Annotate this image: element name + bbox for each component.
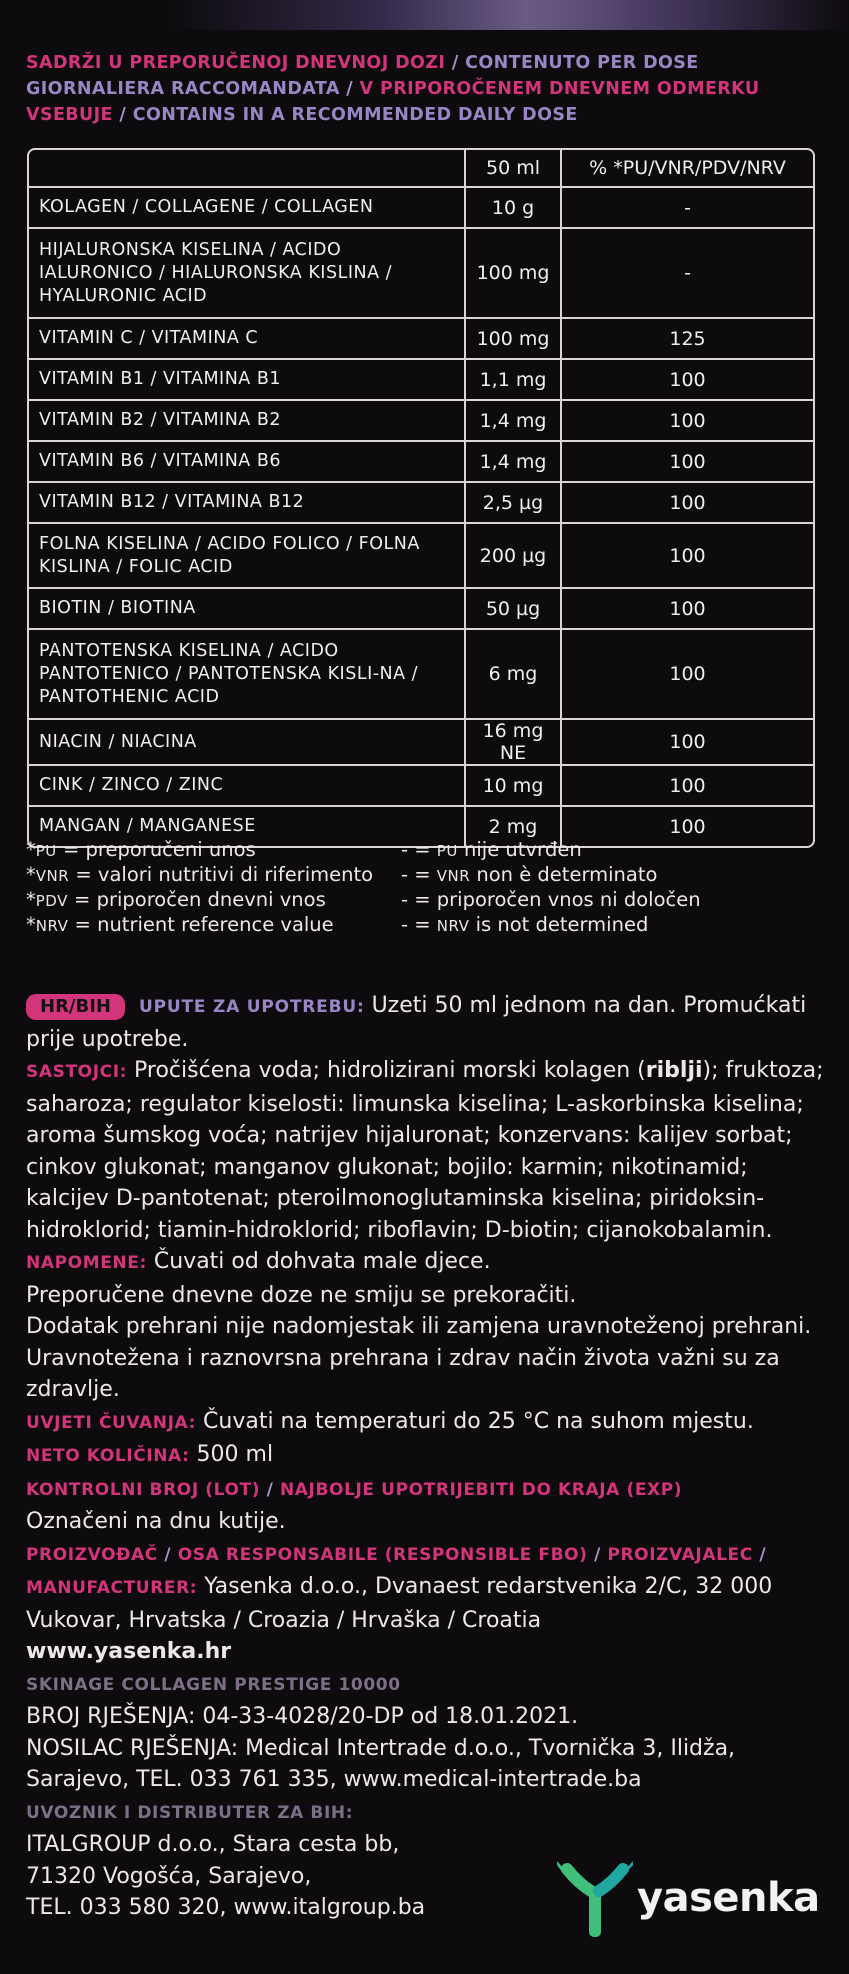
table-row — [29, 630, 813, 720]
nutrient-percent: 100 — [562, 442, 813, 483]
nutrient-amount: 100 mg — [466, 319, 562, 360]
header-empty-cell — [29, 150, 466, 188]
importer-line: 71320 Vogošća, Sarajevo, — [26, 1863, 312, 1889]
usage-paragraph: HR/BIH UPUTE ZA UPOTREBU: Uzeti 50 ml jednom na dan. Promućkati prije upotrebe. — [26, 993, 807, 1052]
table-footnotes — [26, 838, 826, 938]
nutrient-amount: 1,4 mg — [466, 442, 562, 483]
nutrient-percent: - — [562, 188, 813, 229]
nutrient-percent: 100 — [562, 720, 813, 766]
nutrient-percent: 100 — [562, 483, 813, 524]
notes-line: Dodatak prehrani nije nadomjestak ili zamjena uravnoteženoj prehrani. — [26, 1314, 812, 1339]
table-row — [29, 766, 813, 807]
nutrition-table — [27, 148, 815, 848]
nutrient-amount: 1,4 mg — [466, 401, 562, 442]
nutrient-name: VITAMIN B6 / VITAMINA B6 — [29, 442, 466, 483]
product-name: SKINAGE COLLAGEN PRESTIGE 10000 — [26, 1674, 401, 1695]
nutrient-percent: 100 — [562, 401, 813, 442]
table-header-row — [29, 150, 813, 188]
nutrient-name: VITAMIN B1 / VITAMINA B1 — [29, 360, 466, 401]
nutrient-amount: 200 µg — [466, 524, 562, 589]
table-row — [29, 589, 813, 630]
nutrient-amount: 10 mg — [466, 766, 562, 807]
table-row — [29, 524, 813, 589]
footnote-vnr: *VNR = valori nutritivi di riferimento - = VNR non è determinato — [26, 863, 658, 886]
importer-line: ITALGROUP d.o.o., Stara cesta bb, — [26, 1832, 400, 1857]
nutrient-amount: 16 mg NE — [466, 720, 562, 766]
nutrient-percent: 100 — [562, 766, 813, 807]
table-row — [29, 483, 813, 524]
table-row — [29, 319, 813, 360]
nutrient-name: MANGAN / MANGANESE — [29, 807, 466, 846]
nutrient-amount: 1,1 mg — [466, 360, 562, 401]
nutrient-percent: 100 — [562, 630, 813, 720]
nutrient-name: BIOTIN / BIOTINA — [29, 589, 466, 630]
top-gradient-band — [0, 0, 849, 30]
footnote-pu: *PU = preporučeni unos - = PU nije utvrđen — [26, 838, 582, 861]
nutrient-name: VITAMIN B12 / VITAMINA B12 — [29, 483, 466, 524]
decision-number: BROJ RJEŠENJA: 04-33-4028/20-DP od 18.01.2021. — [26, 1704, 579, 1729]
header-percent: % *PU/VNR/PDV/NRV — [562, 150, 813, 188]
yasenka-wordmark: yasenka — [637, 1875, 820, 1921]
nutrient-name: FOLNA KISELINA / ACIDO FOLICO / FOLNA KISLINA / FOLIC ACID — [29, 524, 466, 589]
nutrient-percent: - — [562, 229, 813, 319]
website-link[interactable]: www.yasenka.hr — [26, 1639, 232, 1664]
nutrient-percent: 100 — [562, 360, 813, 401]
nutrient-name: CINK / ZINCO / ZINC — [29, 766, 466, 807]
nutrient-name: VITAMIN C / VITAMINA C — [29, 319, 466, 360]
notes-paragraph: NAPOMENE: Čuvati od dohvata male djece. — [26, 1249, 491, 1274]
lot-paragraph: KONTROLNI BROJ (LOT) / NAJBOLJE UPOTRIJEBITI DO KRAJA (EXP) Označeni na dnu kutije. — [26, 1479, 683, 1534]
footnote-nrv: *NRV = nutrient reference value - = NRV is not determined — [26, 913, 649, 936]
language-badge: HR/BIH — [26, 994, 125, 1020]
nutrient-amount: 6 mg — [466, 630, 562, 720]
table-row — [29, 442, 813, 483]
nutrient-name: NIACIN / NIACINA — [29, 720, 466, 766]
nutrient-amount: 2,5 µg — [466, 483, 562, 524]
net-quantity-paragraph: NETO KOLIČINA: 500 ml — [26, 1442, 274, 1467]
table-row — [29, 401, 813, 442]
ingredients-paragraph: SASTOJCI: Pročišćena voda; hidrolizirani morski kolagen (riblji); fruktoza; saharoza; regulator kiselosti: limunska kiselina; L-askorbinska kiselina; aroma šumskog voća; natrijev hijaluronat; konzervans: kalijev sorbat; cinkov glukonat; manganov glukonat; bojilo: karmin; nikotinamid; kalcijev D-pantotenat; pteroilmonoglutaminska kiselina; piridoksin-hidroklorid; tiamin-hidroklorid; riboflavin; D-biotin; cijanokobalamin. — [26, 1058, 824, 1243]
yasenka-y-icon — [553, 1853, 637, 1943]
nutrient-percent: 100 — [669, 815, 706, 838]
heading-en: CONTAINS IN A RECOMMENDED DAILY DOSE — [132, 105, 578, 125]
importer-line: TEL. 033 580 320, www.italgroup.ba — [26, 1895, 426, 1920]
notes-line: Uravnotežena i raznovrsna prehrana i zdrav način života važni su za zdravlje. — [26, 1345, 780, 1402]
nutrient-amount: 50 µg — [466, 589, 562, 630]
nutrient-name: PANTOTENSKA KISELINA / ACIDO PANTOTENICO / PANTOTENSKA KISLI-NA / PANTOTHENIC ACID — [29, 630, 466, 720]
nutrient-amount: 100 mg — [466, 229, 562, 319]
importer-label: UVOZNIK I DISTRIBUTER ZA BIH: — [26, 1802, 354, 1823]
table-row — [29, 188, 813, 229]
storage-paragraph: UVJETI ČUVANJA: Čuvati na temperaturi do 25 °C na suhom mjestu. — [26, 1408, 754, 1434]
table-row — [29, 720, 813, 766]
footnote-pdv: *PDV = priporočen dnevni vnos - = priporočen vnos ni določen — [26, 888, 701, 911]
nutrient-percent: 100 — [562, 524, 813, 589]
manufacturer-paragraph: PROIZVOĐAČ / OSA RESPONSABILE (RESPONSIBLE FBO) / PROIZVAJALEC / MANUFACTURER: Yasenka d.o.o., Dvanaest redarstvenika 2/C, 32 000 Vukovar, Hrvatska / Croazia / Hrvaška / Croatia — [26, 1544, 773, 1633]
header-amount: 50 ml — [466, 150, 562, 188]
nutrient-percent: 125 — [562, 319, 813, 360]
nutrient-name: KOLAGEN / COLLAGENE / COLLAGEN — [29, 188, 466, 229]
label-text — [26, 990, 826, 1924]
nutrient-percent: 100 — [562, 589, 813, 630]
nutrient-amount: 2 mg — [466, 807, 562, 846]
nutrient-name: HIJALURONSKA KISELINA / ACIDO IALURONICO / HIALURONSKA KISLINA / HYALURONIC ACID — [29, 229, 466, 319]
heading-sl: V PRIPOROČENEM DNEVNEM ODMERKU VSEBUJE — [26, 79, 760, 125]
table-row — [29, 229, 813, 319]
table-heading: SADRŽI U PREPORUČENOJ DNEVNOJ DOZI / CONTENUTO PER DOSE GIORNALIERA RACCOMANDATA / V PRIPOROČENEM DNEVNEM ODMERKU VSEBUJE / CONTAINS IN A RECOMMENDED DAILY DOSE — [26, 53, 760, 125]
table-row — [29, 360, 813, 401]
heading-hr: SADRŽI U PREPORUČENOJ DNEVNOJ DOZI — [26, 53, 446, 73]
decision-holder: NOSILAC RJEŠENJA: Medical Intertrade d.o.o., Tvornička 3, Ilidža, Sarajevo, TEL. 033 761 335, www.medical-intertrade.ba — [26, 1735, 736, 1792]
nutrient-name: VITAMIN B2 / VITAMINA B2 — [29, 401, 466, 442]
notes-line: Preporučene dnevne doze ne smiju se prekoračiti. — [26, 1282, 577, 1308]
heading-it: CONTENUTO PER DOSE GIORNALIERA RACCOMANDATA — [26, 53, 699, 99]
nutrient-amount: 10 g — [466, 188, 562, 229]
yasenka-logo — [553, 1853, 833, 1943]
